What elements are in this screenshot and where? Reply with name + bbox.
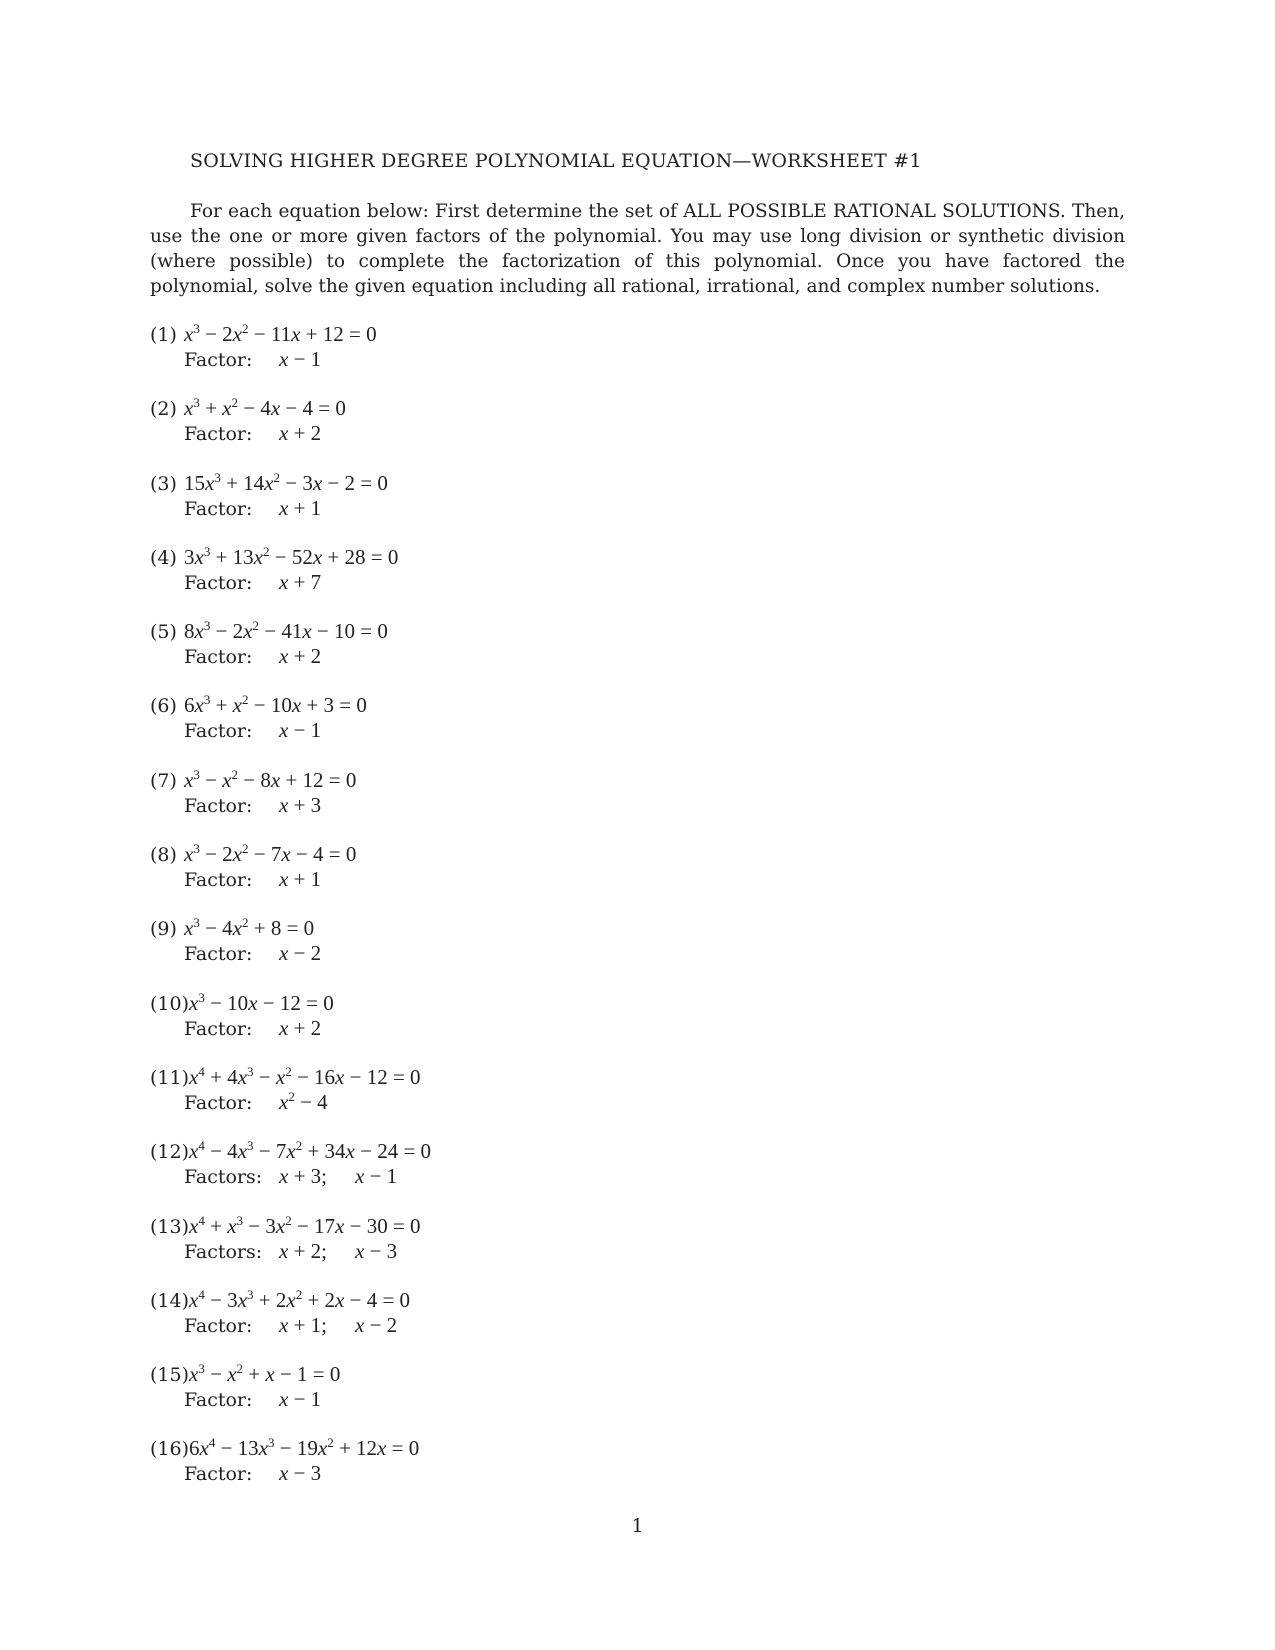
problem-factor-line bbox=[150, 1239, 1050, 1264]
problem-number: (11) bbox=[150, 1066, 190, 1089]
factor-label: Factor: bbox=[184, 943, 253, 966]
problem-number: (14) bbox=[150, 1289, 190, 1312]
problem-item bbox=[150, 545, 1050, 619]
problem-equation-line bbox=[150, 693, 1050, 718]
problem-equation: $x^4 + x^3 - 3x^2 - 17x - 30 = 0$ bbox=[189, 1212, 421, 1238]
problem-equation-line bbox=[150, 842, 1050, 867]
problem-number: (5) bbox=[150, 621, 177, 644]
problem-list bbox=[150, 322, 1050, 1511]
problem-number: (9) bbox=[150, 918, 177, 941]
problem-equation-line bbox=[150, 1362, 1050, 1387]
problem-factor-line bbox=[150, 1461, 1050, 1486]
problem-equation: $x^3 - 10x - 12 = 0$ bbox=[189, 989, 334, 1015]
factor-value: x + 2 bbox=[279, 1015, 322, 1040]
problem-number: (2) bbox=[150, 398, 177, 421]
factor-label: Factor: bbox=[184, 423, 253, 446]
factor-value: x + 1; bbox=[279, 1312, 328, 1337]
problem-item bbox=[150, 916, 1050, 990]
problem-factor-line bbox=[150, 793, 1050, 818]
problem-number: (8) bbox=[150, 844, 177, 867]
problem-factor-line bbox=[150, 1164, 1050, 1189]
factor-label: Factors: bbox=[184, 1240, 263, 1263]
problem-equation: $x^3 - x^2 - 8x + 12 = 0$ bbox=[184, 766, 357, 792]
factor-label: Factor: bbox=[184, 646, 253, 669]
problem-item bbox=[150, 322, 1050, 396]
problem-item bbox=[150, 768, 1050, 842]
problem-equation: $x^3 + x^2 - 4x - 4 = 0$ bbox=[184, 395, 346, 421]
problem-equation: $6x^3 + x^2 - 10x + 3 = 0$ bbox=[184, 692, 367, 718]
problem-equation-line bbox=[150, 991, 1050, 1016]
factor-value: x + 7 bbox=[279, 569, 322, 594]
factor-label: Factor: bbox=[184, 1463, 253, 1486]
factor-label: Factors: bbox=[184, 1166, 263, 1189]
problem-item bbox=[150, 396, 1050, 470]
factor-label: Factor: bbox=[184, 869, 253, 892]
factor-value: x + 1 bbox=[279, 867, 322, 892]
problem-number: (10) bbox=[150, 992, 190, 1015]
factor-label: Factor: bbox=[184, 1389, 253, 1412]
factor-value: x + 2; bbox=[279, 1238, 328, 1263]
problem-equation-line bbox=[150, 1065, 1050, 1090]
factor-label: Factor: bbox=[184, 1314, 253, 1337]
factor-value: x − 1 bbox=[279, 347, 322, 371]
problem-item bbox=[150, 693, 1050, 767]
problem-number: (12) bbox=[150, 1141, 190, 1164]
problem-equation-line bbox=[150, 396, 1050, 421]
problem-item bbox=[150, 1288, 1050, 1362]
problem-equation: $x^4 - 4x^3 - 7x^2 + 34x - 24 = 0$ bbox=[189, 1138, 432, 1164]
problem-equation-line bbox=[150, 768, 1050, 793]
problem-factor-line bbox=[150, 496, 1050, 521]
problem-equation: $15x^3 + 14x^2 - 3x - 2 = 0$ bbox=[184, 469, 388, 495]
problem-item bbox=[150, 1362, 1050, 1436]
problem-factor-line bbox=[150, 570, 1050, 595]
problem-item bbox=[150, 471, 1050, 545]
factor-label: Factor: bbox=[184, 497, 253, 520]
factor-value: x + 1 bbox=[279, 495, 322, 520]
factor-value: x − 1 bbox=[355, 1164, 398, 1189]
problem-equation: $8x^3 - 2x^2 - 41x - 10 = 0$ bbox=[184, 618, 388, 644]
problem-equation: $x^3 - 2x^2 - 11x + 12 = 0$ bbox=[184, 321, 377, 346]
factor-label: Factor: bbox=[184, 571, 253, 594]
factor-value: x − 2 bbox=[279, 941, 322, 966]
factor-value: x + 3 bbox=[279, 792, 322, 817]
problem-factor-line bbox=[150, 1016, 1050, 1041]
factor-value: x + 2 bbox=[279, 421, 322, 446]
problem-factor-line bbox=[150, 941, 1050, 966]
problem-item bbox=[150, 991, 1050, 1065]
problem-equation-line bbox=[150, 322, 1050, 347]
factor-value: x − 3 bbox=[355, 1238, 398, 1263]
factor-value: x − 1 bbox=[279, 718, 322, 743]
problem-equation-line bbox=[150, 1436, 1050, 1461]
problem-equation-line bbox=[150, 1139, 1050, 1164]
problem-item bbox=[150, 1436, 1050, 1510]
problem-factor-line bbox=[150, 1090, 1050, 1115]
factor-value: x + 3; bbox=[279, 1164, 328, 1189]
problem-number: (7) bbox=[150, 769, 177, 792]
problem-equation-line bbox=[150, 545, 1050, 570]
problem-equation-line bbox=[150, 916, 1050, 941]
problem-item bbox=[150, 1214, 1050, 1288]
factor-value: x − 3 bbox=[279, 1461, 322, 1486]
problem-number: (16) bbox=[150, 1438, 190, 1461]
problem-equation: $x^4 + 4x^3 - x^2 - 16x - 12 = 0$ bbox=[189, 1063, 421, 1089]
problem-number: (15) bbox=[150, 1364, 190, 1387]
problem-item bbox=[150, 1139, 1050, 1213]
problem-factor-line bbox=[150, 421, 1050, 446]
problem-equation: $x^3 - x^2 + x - 1 = 0$ bbox=[189, 1361, 341, 1387]
factor-value: x + 2 bbox=[279, 644, 322, 669]
problem-equation-line bbox=[150, 471, 1050, 496]
factor-label: Factor: bbox=[184, 794, 253, 817]
problem-equation-line bbox=[150, 619, 1050, 644]
problem-factor-line bbox=[150, 1387, 1050, 1412]
problem-number: (1) bbox=[150, 324, 177, 346]
factor-label: Factor: bbox=[184, 1091, 253, 1114]
problem-factor-line bbox=[150, 718, 1050, 743]
problem-item bbox=[150, 842, 1050, 916]
problem-number: (4) bbox=[150, 546, 177, 569]
problem-equation: $x^3 - 4x^2 + 8 = 0$ bbox=[184, 915, 315, 941]
problem-factor-line bbox=[150, 644, 1050, 669]
problem-item bbox=[150, 619, 1050, 693]
problem-item bbox=[150, 1065, 1050, 1139]
factor-label: Factor: bbox=[184, 1017, 253, 1040]
factor-label: Factor: bbox=[184, 720, 253, 743]
problem-factor-line bbox=[150, 867, 1050, 892]
factor-value: $x^2 - 4$ bbox=[279, 1088, 328, 1114]
problem-number: (3) bbox=[150, 472, 177, 495]
instructions-paragraph: For each equation below: First determine the set of ALL POSSIBLE RATIONAL SOLUTIONS. Then, use the one or more given factors of the polynomial. You may use long division or synthetic division (where possible) to complete the factorization of this polynomial. Once you have factored the polynomial, solve the given equation including all rational, irrational, and complex number solutions. bbox=[150, 201, 1125, 297]
problem-equation-line bbox=[150, 1288, 1050, 1313]
page-title: SOLVING HIGHER DEGREE POLYNOMIAL EQUATION—WORKSHEET #1 bbox=[190, 150, 922, 172]
problem-number: (13) bbox=[150, 1215, 190, 1238]
problem-equation-line bbox=[150, 1214, 1050, 1239]
problem-equation: $3x^3 + 13x^2 - 52x + 28 = 0$ bbox=[184, 543, 399, 569]
problem-number: (6) bbox=[150, 695, 177, 718]
problem-equation: $6x^4 - 13x^3 - 19x^2 + 12x = 0$ bbox=[189, 1435, 420, 1461]
problem-factor-line bbox=[150, 347, 1050, 372]
page-number: 1 bbox=[631, 1515, 644, 1537]
problem-equation: $x^4 - 3x^3 + 2x^2 + 2x - 4 = 0$ bbox=[189, 1286, 411, 1312]
factor-value: x − 2 bbox=[355, 1312, 398, 1337]
problem-equation: $x^3 - 2x^2 - 7x - 4 = 0$ bbox=[184, 841, 357, 867]
factor-value: x − 1 bbox=[279, 1387, 322, 1412]
problem-factor-line bbox=[150, 1313, 1050, 1338]
factor-label: Factor: bbox=[184, 349, 253, 371]
